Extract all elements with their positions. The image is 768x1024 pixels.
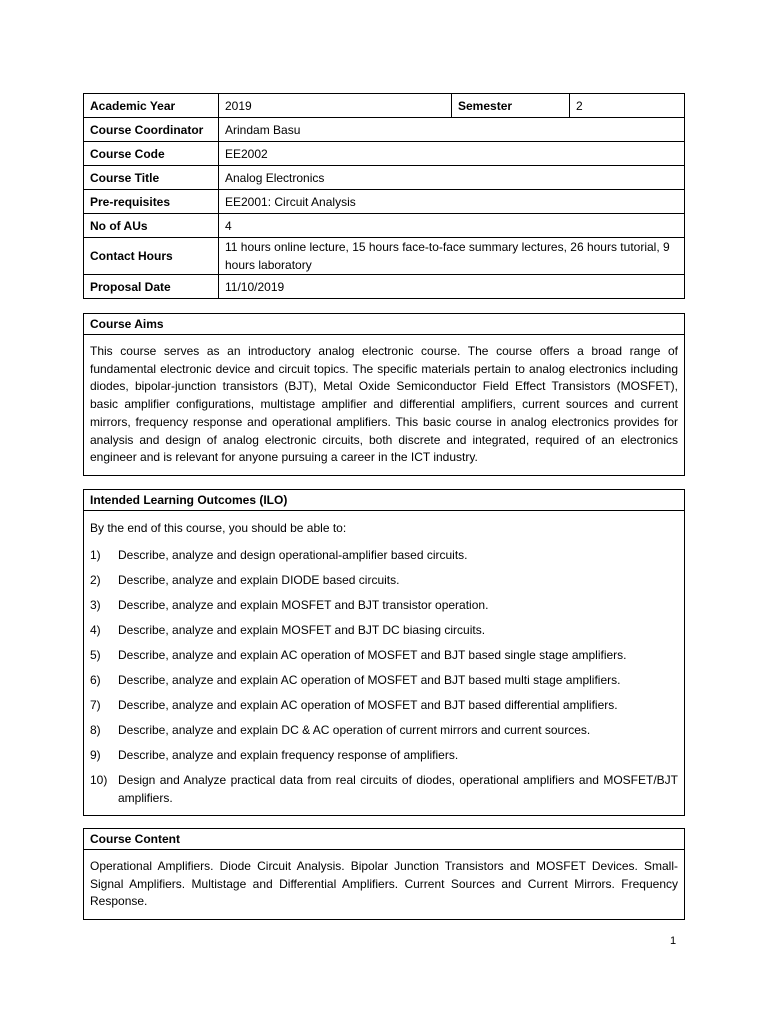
ilo-number: 3) — [90, 598, 101, 612]
list-item — [90, 596, 678, 614]
course-aims-section — [83, 313, 685, 476]
ilo-heading: Intended Learning Outcomes (ILO) — [84, 490, 684, 511]
semester-value: 2 — [570, 94, 685, 118]
ilo-number: 2) — [90, 573, 101, 587]
table-row — [84, 166, 685, 190]
ilo-text: Describe, analyze and explain DIODE based circuits. — [118, 573, 400, 587]
proposal-date-label: Proposal Date — [84, 275, 219, 299]
table-row — [84, 190, 685, 214]
ilo-text: Describe, analyze and explain AC operation of MOSFET and BJT based single stage amplifiers. — [118, 648, 627, 662]
table-row — [84, 238, 685, 275]
academic-year-label: Academic Year — [84, 94, 219, 118]
prerequisites-value: EE2001: Circuit Analysis — [219, 190, 685, 214]
aus-value: 4 — [219, 214, 685, 238]
course-coordinator-label: Course Coordinator — [84, 118, 219, 142]
prerequisites-label: Pre-requisites — [84, 190, 219, 214]
table-row — [84, 142, 685, 166]
ilo-number: 5) — [90, 648, 101, 662]
ilo-text: Describe, analyze and explain frequency response of amplifiers. — [118, 748, 459, 762]
ilo-body — [84, 511, 684, 815]
ilo-list — [90, 546, 678, 807]
table-row — [84, 275, 685, 299]
contact-hours-value: 11 hours online lecture, 15 hours face-to-face summary lectures, 26 hours tutorial, 9 hours laboratory — [219, 238, 685, 275]
table-row — [84, 94, 685, 118]
page-number: 1 — [670, 935, 677, 947]
course-code-value: EE2002 — [219, 142, 685, 166]
ilo-number: 9) — [90, 748, 101, 762]
table-row — [84, 214, 685, 238]
ilo-intro: By the end of this course, you should be able to: — [90, 521, 347, 535]
ilo-text: Describe, analyze and explain MOSFET and BJT transistor operation. — [118, 598, 489, 612]
ilo-text: Describe, analyze and explain DC & AC operation of current mirrors and current sources. — [118, 723, 591, 737]
contact-hours-label: Contact Hours — [84, 238, 219, 275]
course-title-value: Analog Electronics — [219, 166, 685, 190]
ilo-number: 7) — [90, 698, 101, 712]
ilo-text: Describe, analyze and design operational-amplifier based circuits. — [118, 548, 468, 562]
course-aims-heading: Course Aims — [84, 314, 684, 335]
course-title-label: Course Title — [84, 166, 219, 190]
proposal-date-value: 11/10/2019 — [219, 275, 685, 299]
course-info-table — [83, 93, 685, 299]
academic-year-value: 2019 — [219, 94, 452, 118]
list-item — [90, 546, 678, 564]
list-item — [90, 571, 678, 589]
course-code-label: Course Code — [84, 142, 219, 166]
ilo-number: 1) — [90, 548, 101, 562]
aus-label: No of AUs — [84, 214, 219, 238]
ilo-text: Describe, analyze and explain AC operation of MOSFET and BJT based multi stage amplifiers. — [118, 673, 621, 687]
course-content-text: Operational Amplifiers. Diode Circuit Analysis. Bipolar Junction Transistors and MOSFET Devices. Small-Signal Amplifiers. Multistage and Differential Amplifiers. Current Sources and Current Mirrors. Frequency Response. — [90, 859, 678, 909]
ilo-number: 10) — [90, 773, 108, 787]
list-item — [90, 671, 678, 689]
ilo-text: Describe, analyze and explain MOSFET and BJT DC biasing circuits. — [118, 623, 486, 637]
list-item — [90, 696, 678, 714]
list-item — [90, 621, 678, 639]
ilo-number: 8) — [90, 723, 101, 737]
semester-label: Semester — [452, 94, 570, 118]
ilo-number: 4) — [90, 623, 101, 637]
ilo-text: Design and Analyze practical data from real circuits of diodes, operational amplifiers and MOSFET/BJT amplifiers. — [118, 773, 678, 805]
ilo-text: Describe, analyze and explain AC operation of MOSFET and BJT based differential amplifiers. — [118, 698, 618, 712]
table-row — [84, 118, 685, 142]
list-item — [90, 721, 678, 739]
list-item — [90, 646, 678, 664]
course-content-heading: Course Content — [84, 829, 684, 850]
course-content-section — [83, 828, 685, 920]
ilo-number: 6) — [90, 673, 101, 687]
course-coordinator-value: Arindam Basu — [219, 118, 685, 142]
ilo-section — [83, 489, 685, 816]
list-item — [90, 746, 678, 764]
list-item — [90, 771, 678, 807]
course-aims-text: This course serves as an introductory analog electronic course. The course offers a broad range of fundamental electronic device and circuit topics. The specific materials pertain to analog electronics including diodes, bipolar-junction transistors (BJT), Metal Oxide Semiconductor Field Effect Transistors (MOSFET), basic amplifier configurations, multistage amplifier and differential amplifiers, current sources and current mirrors, frequency response and operational amplifiers. This basic course in analog electronics provides for analysis and design of analog electronic circuits, both discrete and integrated, required of an electronics engineer and is relevant for anyone pursuing a career in the ICT industry. — [90, 344, 678, 465]
